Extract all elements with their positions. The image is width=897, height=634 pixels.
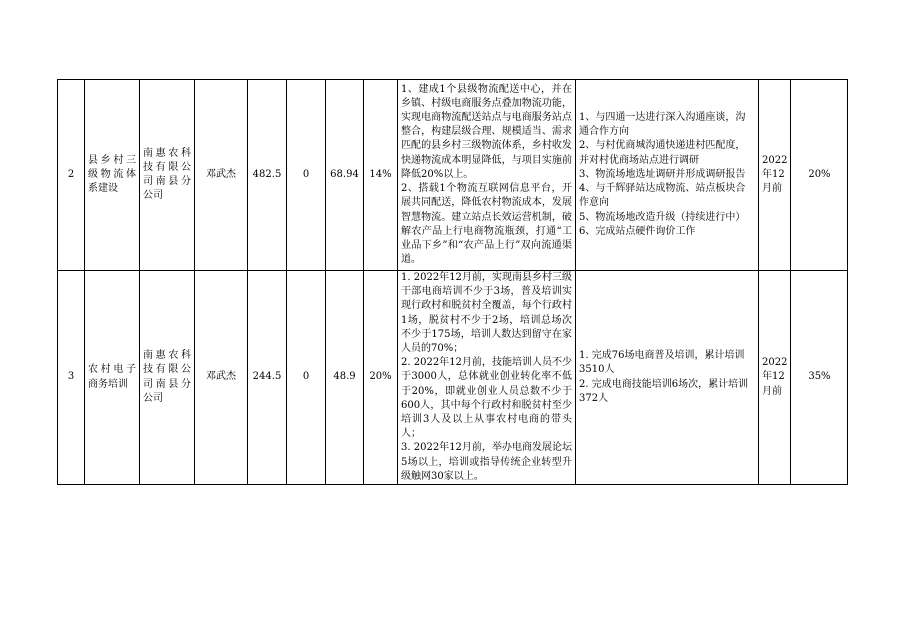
progress-item: 1. 完成76场电商普及培训，累计培训3510人 <box>579 350 745 376</box>
amount-2: 68.94 <box>326 80 364 271</box>
percentage: 20% <box>364 271 398 485</box>
table-row <box>58 271 848 485</box>
responsible-person: 邓武杰 <box>195 271 248 485</box>
amount-1: 0 <box>287 80 326 271</box>
completion-rate: 35% <box>791 271 848 485</box>
project-progress-table <box>57 79 848 485</box>
project-goals <box>398 80 576 271</box>
project-name: 县乡村三级物流体系建设 <box>85 80 140 271</box>
progress-item: 3、物流场地选址调研并形成调研报告 <box>579 168 746 180</box>
percentage: 14% <box>364 80 398 271</box>
implementing-unit: 南惠农科技有限公司南县分公司 <box>140 80 195 271</box>
progress-item: 2. 完成电商技能培训6场次，累计培训372人 <box>579 378 749 404</box>
goal-item: 1、建成1个县级物流配送中心，并在乡镇、村级电商服务点叠加物流功能，实现电商物流配送站点与电商服务站点整合，构建层级合理、规模适当、需求匹配的县乡村三级物流体系，乡村收发快递物流成本明显降低，与项目实施前降低20%以上。 <box>401 83 572 180</box>
goal-item: 2. 2022年12月前，技能培训人员不少于3000人，总体就业创业转化率不低于20%，即就业创业人员总数不少于600人，其中每个行政村和脱贫村至少培训3人及以上从事农村电商的带头人； <box>401 357 572 440</box>
total-amount: 482.5 <box>248 80 287 271</box>
project-goals <box>398 271 576 485</box>
goal-item: 3. 2022年12月前，举办电商发展论坛5场以上，培训或指导传统企业转型升级触网30家以上。 <box>401 442 572 482</box>
completion-rate: 20% <box>791 80 848 271</box>
progress-item: 4、与千辉驿站达成物流、站点板块合作意向 <box>579 183 746 209</box>
total-amount: 244.5 <box>248 271 287 485</box>
project-name: 农村电子商务培训 <box>85 271 140 485</box>
table-row <box>58 80 848 271</box>
row-number: 2 <box>58 80 85 271</box>
progress-item: 5、物流场地改造升级（持续进行中） <box>579 211 746 223</box>
progress-notes <box>576 80 759 271</box>
deadline: 2022年12月前 <box>759 271 791 485</box>
progress-item: 1、与四通一达进行深入沟通座谈，沟通合作方向 <box>579 112 746 138</box>
amount-2: 48.9 <box>326 271 364 485</box>
deadline: 2022年12月前 <box>759 80 791 271</box>
amount-1: 0 <box>287 271 326 485</box>
implementing-unit: 南惠农科技有限公司南县分公司 <box>140 271 195 485</box>
responsible-person: 邓武杰 <box>195 80 248 271</box>
goal-item: 2、搭载1个物流互联网信息平台，开展共同配送，降低农村物流成本，发展智慧物流。建立站点长效运营机制，破解农产品上行电商物流瓶颈，打通“工业品下乡”和“农产品上行”双向流通渠道。 <box>401 183 572 266</box>
progress-notes <box>576 271 759 485</box>
goal-item: 1. 2022年12月前，实现南县乡村三级干部电商培训不少于3场，普及培训实现行政村和脱贫村全覆盖，每个行政村1场，脱贫村不少于2场，培训总场次不少于175场，培训人数达到留守在家人员的70%； <box>401 272 572 355</box>
progress-item: 6、完成站点硬件询价工作 <box>579 225 696 237</box>
progress-item: 2、与村优商城沟通快递进村匹配度，并对村优商场站点进行调研 <box>579 140 746 166</box>
row-number: 3 <box>58 271 85 485</box>
